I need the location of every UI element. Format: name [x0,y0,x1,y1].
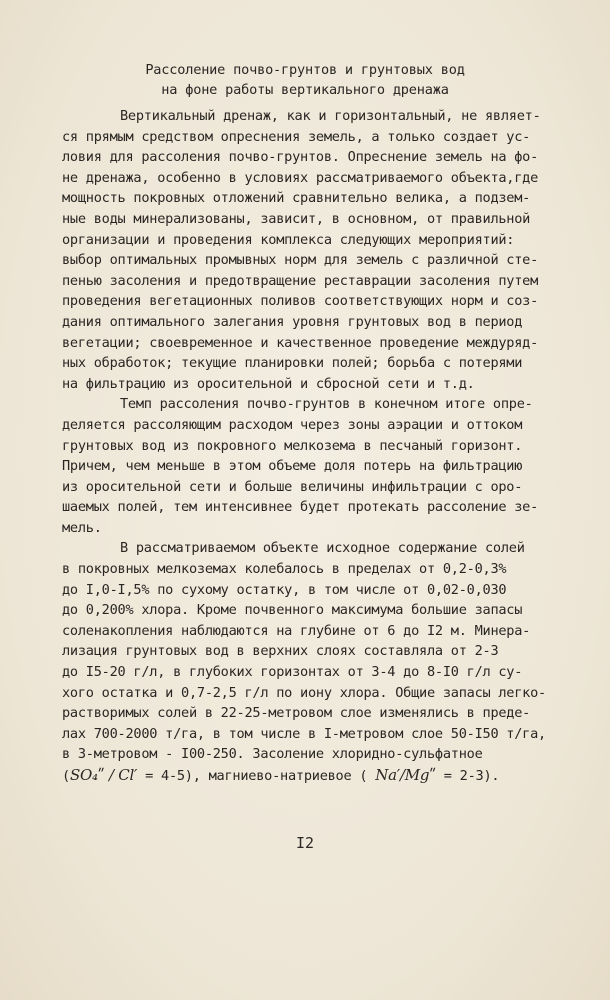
page-number: I2 [295,834,315,852]
paragraph-line: В рассматриваемом объекте исходное содержание солей [120,540,525,557]
paragraph-line: ные воды минерализованы, зависит, в основном, от правильной [62,210,531,227]
sulfate-chloride-ratio: SO₄ʺ / Cl′ [69,766,138,784]
paragraph-line: организации и проведения комплекса следующих мероприятий: [62,231,515,248]
paragraph-line: выбор оптимальных промывных норм для земель с различной сте- [62,252,539,269]
paragraph-line: пенью засоления и предотвращение реставрации засоления путем [62,272,539,289]
body-text [62,106,562,786]
paragraph-line: до 0,200% хлора. Кроме почвенного максимума большие запасы [62,602,523,619]
paragraph-line: дания оптимального залегания уровня грунтовых вод в период [62,313,523,330]
paragraph-line: на фильтрацию из оросительной и сбросной сети и т.д. [62,375,475,392]
title-line-1: Рассоление почво-грунтов и грунтовых вод [145,62,465,78]
formula-text-1: = 4-5), магниево-натриевое ( [137,768,376,784]
paragraph-line: деляется рассоляющим расходом через зоны аэрации и оттоком [62,416,523,433]
paragraph-line: в 3-метровом - I00-250. Засоление хлоридно-сульфатное [62,746,483,763]
sodium-magnesium-ratio: Na′/Mgʺ [375,766,436,784]
paragraph-line: шаемых полей, тем интенсивнее будет протекать рассоление зе- [62,499,539,516]
paragraph-line: соленакопления наблюдаются на глубине от 6 до I2 м. Минера- [62,622,531,639]
paragraph-line: до I,0-I,5% по сухому остатку, в том числе от 0,02-0,030 [62,581,507,598]
paragraph-line: ных обработок; текущие планировки полей; борьба с потерями [62,355,523,372]
formula-open-paren: ( [62,768,70,784]
paragraph-line: вегетации; своевременное и качественное проведение междуряд- [62,334,539,351]
paragraph-line: хого остатка и 0,7-2,5 г/л по иону хлора. Общие запасы легко- [62,684,546,701]
paragraph-line: ловия для рассоления почво-грунтов. Опреснение земель на фо- [62,149,539,166]
paragraph-line: мощность покровных отложений сравнительно велика, а подзем- [62,190,531,207]
paragraph-line: не дренажа, особенно в условиях рассматриваемого объекта,где [62,169,539,186]
paragraph-line: из оросительной сети и больше величины инфильтрации с оро- [62,478,523,495]
paragraph-line: ся прямым средством опреснения земель, а только создает ус- [62,128,531,145]
paragraph-line: мель. [62,519,102,536]
formula-text-2: = 2-3). [435,768,500,784]
title-line-2: на фоне работы вертикального дренажа [161,82,449,98]
paragraph-line: до I5-20 г/л, в глубоких горизонтах от 3-4 до 8-I0 г/л су- [62,664,523,681]
paragraph-line: в покровных мелкоземах колебалось в пределах от 0,2-0,3% [62,561,507,578]
paragraph-line: проведения вегетационных поливов соответствующих норм и соз- [62,293,539,310]
paragraph-line: грунтовых вод из покровного мелкозема в песчаный горизонт. [62,437,523,454]
paragraph-line: Темп рассоления почво-грунтов в конечном итоге опре- [120,396,533,413]
paragraph-line: Причем, чем меньше в этом объеме доля потерь на фильтрацию [62,458,523,475]
paragraph-line: Вертикальный дренаж, как и горизонтальный, не являет- [120,108,541,124]
paragraph-line: лах 700-2000 т/га, в том числе в I-метровом слое 50-I50 т/га, [62,725,546,742]
formula-line [62,765,562,786]
paragraph-line: лизация грунтовых вод в верхних слоях составляла от 2-3 [62,643,499,660]
paragraph-line: растворимых солей в 22-25-метровом слое изменялись в преде- [62,705,531,722]
